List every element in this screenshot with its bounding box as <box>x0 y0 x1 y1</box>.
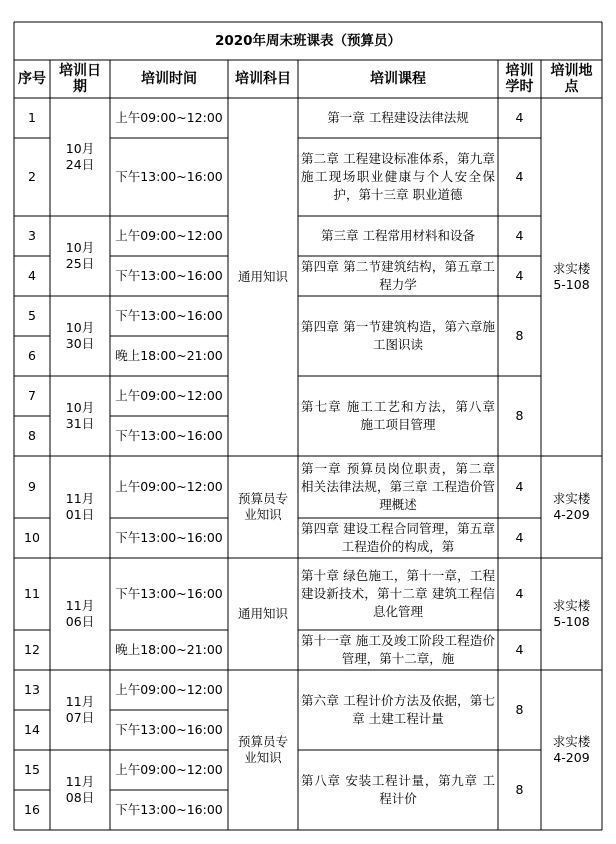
row-number: 6 <box>28 348 36 363</box>
course-content: 第七章 施工工艺和方法，第八章 施工项目管理 <box>301 399 495 432</box>
course-content: 第一章 工程建设法律法规 <box>327 110 469 125</box>
session-time <box>110 456 228 518</box>
training-hours: 8 <box>515 782 524 797</box>
session-hours-range: 09:00~12:00 <box>140 110 223 125</box>
session-hours-range: 13:00~16:00 <box>140 169 223 184</box>
session-time <box>110 710 228 750</box>
table-title: 2020年周末班课表（预算员） <box>214 33 402 49</box>
session-time <box>110 670 228 710</box>
session-time <box>110 630 228 670</box>
session-hours-range: 09:00~12:00 <box>140 762 223 777</box>
row-number: 10 <box>24 530 40 545</box>
row-number: 15 <box>24 762 40 777</box>
training-hours: 8 <box>515 702 524 717</box>
training-hours: 4 <box>515 586 524 601</box>
course-content: 第四章 第一节建筑构造，第六章施工图识读 <box>301 319 495 352</box>
training-hours: 4 <box>515 110 524 125</box>
training-hours: 4 <box>515 479 524 494</box>
training-date: 10月24日 <box>65 141 95 172</box>
session-hours-range: 13:00~16:00 <box>140 586 223 601</box>
training-hours: 8 <box>515 328 524 343</box>
course-content: 第四章 建设工程合同管理，第五章 工程造价的构成，第 <box>301 521 495 554</box>
training-location: 求实楼4-209 <box>552 491 591 522</box>
training-date: 10月30日 <box>65 320 95 351</box>
session-time <box>110 416 228 456</box>
session-period: 下午 <box>115 308 141 323</box>
training-subject: 通用知识 <box>237 606 288 621</box>
training-date: 11月01日 <box>65 491 95 522</box>
training-subject: 通用知识 <box>237 269 288 284</box>
session-period: 下午 <box>115 169 141 184</box>
row-number: 8 <box>28 428 36 443</box>
course-content: 第二章 工程建设标准体系，第九章 施工现场职业健康与个人安全保护，第十三章 职业道德 <box>301 151 495 202</box>
session-time <box>110 376 228 416</box>
session-hours-range: 13:00~16:00 <box>140 268 223 283</box>
header-hours: 培训学时 <box>505 63 534 95</box>
session-period: 上午 <box>115 479 141 494</box>
session-time <box>110 336 228 376</box>
training-hours: 4 <box>515 530 524 545</box>
session-hours-range: 09:00~12:00 <box>140 682 223 697</box>
training-subject: 预算员专业知识 <box>237 491 288 522</box>
row-number: 1 <box>28 110 36 125</box>
session-period: 下午 <box>115 268 141 283</box>
training-hours: 4 <box>515 228 524 243</box>
row-number: 12 <box>24 642 40 657</box>
training-location: 求实楼5-108 <box>552 261 591 292</box>
row-number: 11 <box>24 586 40 601</box>
session-period: 上午 <box>115 762 141 777</box>
training-date: 10月31日 <box>65 400 95 431</box>
training-location: 求实楼5-108 <box>552 598 591 629</box>
session-hours-range: 13:00~16:00 <box>140 802 223 817</box>
header-place: 培训地点 <box>550 63 593 95</box>
session-hours-range: 09:00~12:00 <box>140 228 223 243</box>
session-period: 下午 <box>115 530 141 545</box>
row-number: 3 <box>28 228 36 243</box>
training-hours: 4 <box>515 169 524 184</box>
session-hours-range: 13:00~16:00 <box>140 530 223 545</box>
session-period: 上午 <box>115 388 141 403</box>
course-content: 第六章 工程计价方法及依据，第七章 土建工程计量 <box>301 693 495 726</box>
training-date: 11月08日 <box>65 774 95 805</box>
session-time <box>110 518 228 558</box>
session-time <box>110 296 228 336</box>
course-content: 第十章 绿色施工，第十一章，工程建设新技术，第十二章 建筑工程信息化管理 <box>301 568 495 619</box>
training-hours: 4 <box>515 268 524 283</box>
training-date: 11月07日 <box>65 694 95 725</box>
session-time <box>110 558 228 630</box>
training-date: 11月06日 <box>65 598 95 629</box>
training-hours: 8 <box>515 408 524 423</box>
row-number: 4 <box>28 268 36 283</box>
course-content: 第八章 安装工程计量，第九章 工程计价 <box>301 773 495 806</box>
course-content: 第十一章 施工及竣工阶段工程造价管理，第十二章，施 <box>301 633 495 666</box>
session-period: 下午 <box>115 586 141 601</box>
course-content: 第一章 预算员岗位职责，第二章 相关法律法规，第三章 工程造价管理概述 <box>301 461 495 512</box>
row-number: 5 <box>28 308 36 323</box>
session-time <box>110 98 228 138</box>
session-period: 晚上 <box>115 348 141 363</box>
row-number: 9 <box>28 479 36 494</box>
training-location: 求实楼4-209 <box>552 734 591 765</box>
session-hours-range: 13:00~16:00 <box>140 428 223 443</box>
header-subject: 培训科目 <box>235 71 291 87</box>
session-period: 晚上 <box>115 642 141 657</box>
session-period: 上午 <box>115 228 141 243</box>
session-time <box>110 750 228 790</box>
training-date: 10月25日 <box>65 240 95 271</box>
row-number: 16 <box>24 802 40 817</box>
header-course: 培训课程 <box>370 71 426 87</box>
session-time <box>110 216 228 256</box>
training-subject: 预算员专业知识 <box>237 734 288 765</box>
session-hours-range: 09:00~12:00 <box>140 388 223 403</box>
course-content: 第四章 第二节建筑结构，第五章工程力学 <box>301 259 495 292</box>
row-number: 14 <box>24 722 40 737</box>
row-number: 7 <box>28 388 36 403</box>
session-hours-range: 13:00~16:00 <box>140 722 223 737</box>
session-hours-range: 09:00~12:00 <box>140 479 223 494</box>
course-content: 第三章 工程常用材料和设备 <box>321 228 475 243</box>
session-period: 上午 <box>115 682 141 697</box>
training-hours: 4 <box>515 642 524 657</box>
header-time: 培训时间 <box>141 71 197 87</box>
session-period: 下午 <box>115 428 141 443</box>
session-hours-range: 18:00~21:00 <box>140 642 223 657</box>
header-date: 培训日期 <box>59 63 101 95</box>
session-time <box>110 138 228 216</box>
row-number: 13 <box>24 682 40 697</box>
row-number: 2 <box>28 169 36 184</box>
session-time <box>110 256 228 296</box>
session-period: 下午 <box>115 722 141 737</box>
session-hours-range: 18:00~21:00 <box>140 348 223 363</box>
session-hours-range: 13:00~16:00 <box>140 308 223 323</box>
header-seq: 序号 <box>18 71 46 87</box>
session-period: 上午 <box>115 110 141 125</box>
session-time <box>110 790 228 830</box>
session-period: 下午 <box>115 802 141 817</box>
